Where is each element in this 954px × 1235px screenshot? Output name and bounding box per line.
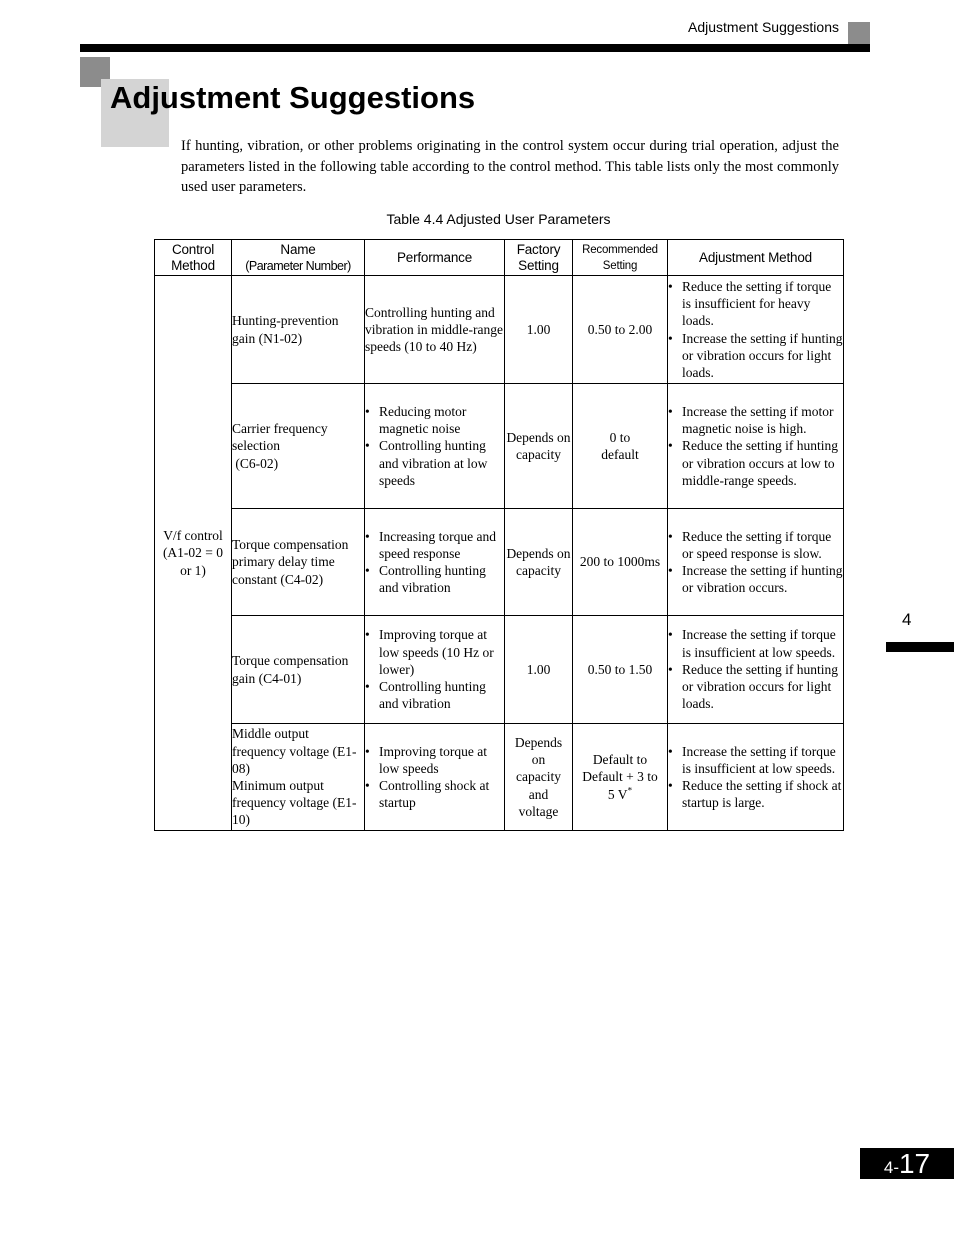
intro-paragraph: If hunting, vibration, or other problems originating in the control system occur during trial operation, adjust the parameters listed in the following table according to the control method. This table lists only the most commonly used user parameters.	[181, 138, 839, 196]
table-row	[155, 509, 844, 616]
performance-cell	[365, 724, 505, 831]
recommended-text: default	[601, 447, 639, 462]
list-item	[668, 661, 843, 713]
parameter-name: Torque compensation gain (C4-01)	[232, 616, 365, 724]
bullet: •	[365, 743, 370, 759]
adjustment-cell	[668, 509, 844, 616]
header-text: Adjustment Method	[699, 249, 812, 265]
control-method-text: or 1)	[180, 562, 206, 578]
page-num: 17	[898, 1148, 931, 1179]
list-item	[668, 528, 843, 562]
adjust-text: Increase the setting if hunting or vibration occurs.	[682, 563, 843, 596]
header-name	[232, 240, 365, 276]
list-item	[668, 403, 843, 437]
header-text: Performance	[396, 249, 473, 265]
factory-setting: 1.00	[505, 276, 573, 384]
performance-text: Reducing motor magnetic noise	[379, 403, 467, 437]
list-item	[365, 678, 504, 712]
bullet: •	[668, 403, 673, 419]
list-item	[668, 330, 843, 382]
recommended-value: 5 V	[607, 786, 628, 802]
recommended-text	[573, 786, 667, 803]
recommended-setting: 200 to 1000ms	[573, 509, 668, 616]
parameter-name	[232, 724, 365, 831]
running-header: Adjustment Suggestions	[688, 19, 839, 35]
header-text: Setting	[602, 259, 638, 272]
recommended-setting: 0.50 to 1.50	[573, 616, 668, 724]
adjust-text: Reduce the setting if torque or speed response is slow.	[682, 528, 832, 561]
adjust-text: Reduce the setting if hunting or vibration occurs for light loads.	[682, 661, 838, 712]
header-factory-setting	[505, 240, 573, 276]
bullet: •	[365, 438, 370, 454]
header-performance	[365, 240, 505, 276]
bullet: •	[668, 627, 673, 643]
recommended-setting	[573, 724, 668, 831]
recommended-setting: 0.50 to 2.00	[573, 276, 668, 384]
list-item	[365, 626, 504, 678]
factory-setting: Depends on capacity	[505, 509, 573, 616]
list-item	[365, 437, 504, 489]
table-caption: Table 4.4 Adjusted User Parameters	[386, 211, 611, 227]
adjust-text: Increase the setting if torque is insufficient at low speeds.	[682, 743, 836, 776]
performance-text: Controlling hunting and vibration	[379, 679, 486, 712]
header-text: Name	[280, 241, 316, 257]
page-title: Adjustment Suggestions	[110, 80, 476, 115]
name-text: Middle output frequency voltage (E1-08)	[232, 726, 357, 776]
parameter-name: Torque compensation primary delay time constant (C4-02)	[232, 509, 365, 616]
bullet: •	[668, 778, 673, 793]
factory-setting: Depends on capacity and voltage	[505, 724, 573, 831]
header-text: Factory	[516, 241, 561, 257]
parameter-name	[232, 384, 365, 509]
performance-cell	[365, 616, 505, 724]
bullet: •	[365, 778, 370, 793]
table-row	[155, 276, 844, 384]
list-item	[668, 626, 843, 660]
header-text: (Parameter Number)	[245, 258, 351, 273]
performance-text: Controlling hunting and vibration at low speeds	[379, 438, 488, 488]
header-text: Method	[171, 257, 215, 273]
list-item	[365, 562, 504, 596]
list-item	[668, 278, 843, 330]
performance-text: Controlling hunting and vibration	[379, 563, 486, 596]
control-method-cell	[155, 276, 232, 831]
table-row	[155, 616, 844, 724]
adjust-text: Reduce the setting if torque is insufficient for heavy loads.	[682, 278, 832, 329]
name-text: Minimum output frequency voltage (E1-10)	[232, 778, 357, 828]
parameters-table	[154, 239, 844, 831]
parameter-name: Hunting-prevention gain (N1-02)	[232, 276, 365, 384]
header-adjustment-method	[668, 240, 844, 276]
recommended-text: 0 to	[609, 429, 631, 445]
adjustment-cell	[668, 616, 844, 724]
bullet: •	[365, 528, 370, 544]
page-chapter: 4-	[883, 1158, 899, 1177]
header-text: Recommended	[582, 243, 658, 256]
bullet: •	[668, 438, 673, 454]
list-item	[668, 562, 843, 596]
adjust-text: Reduce the setting if hunting or vibration occurs at low to middle-range speeds.	[682, 438, 838, 488]
footnote-mark: *	[627, 785, 633, 796]
list-item	[668, 437, 843, 489]
header-recommended-setting	[573, 240, 668, 276]
name-text: Carrier frequency selection	[232, 421, 328, 454]
list-item	[668, 777, 843, 811]
control-method-text: (A1-02 = 0	[162, 545, 224, 561]
chapter-tab-number: 4	[902, 610, 912, 629]
performance-cell: Controlling hunting and vibration in middle-range speeds (10 to 40 Hz)	[365, 276, 505, 384]
header-control-method	[155, 240, 232, 276]
performance-text: Improving torque at low speeds	[379, 743, 487, 776]
performance-cell	[365, 509, 505, 616]
table-row	[155, 384, 844, 509]
header-marker	[848, 22, 870, 44]
header-rule	[80, 44, 870, 52]
header-text: Setting	[518, 257, 559, 273]
performance-text: Controlling shock at startup	[379, 778, 490, 811]
name-text: (C6-02)	[232, 455, 279, 471]
adjust-text: Reduce the setting if shock at startup is large.	[682, 778, 842, 811]
adjust-text: Increase the setting if torque is insufficient at low speeds.	[682, 627, 836, 660]
bullet: •	[668, 563, 673, 578]
list-item	[365, 403, 504, 437]
recommended-setting	[573, 384, 668, 509]
header-text: Control	[171, 241, 215, 257]
adjust-text: Increase the setting if motor magnetic noise is high.	[682, 403, 834, 437]
performance-text: Improving torque at low speeds (10 Hz or lower)	[379, 627, 494, 677]
list-item	[365, 777, 504, 811]
bullet: •	[668, 661, 673, 677]
adjustment-cell	[668, 724, 844, 831]
performance-cell	[365, 384, 505, 509]
adjustment-cell	[668, 276, 844, 384]
bullet: •	[365, 679, 370, 695]
list-item	[365, 528, 504, 562]
factory-setting: 1.00	[505, 616, 573, 724]
page-number	[860, 1148, 954, 1179]
table-header-row	[155, 240, 844, 276]
adjust-text: Increase the setting if hunting or vibration occurs for light loads.	[682, 330, 843, 380]
table-row	[155, 724, 844, 831]
bullet: •	[668, 278, 673, 294]
bullet: •	[668, 330, 673, 346]
list-item	[668, 743, 843, 777]
performance-text: Increasing torque and speed response	[379, 528, 496, 561]
recommended-text: Default to Default + 3 to	[582, 752, 658, 785]
chapter-tab-bar	[886, 642, 954, 652]
bullet: •	[668, 743, 673, 759]
list-item	[365, 743, 504, 777]
adjustment-cell	[668, 384, 844, 509]
bullet: •	[668, 528, 673, 544]
bullet: •	[365, 403, 370, 419]
bullet: •	[365, 563, 370, 578]
bullet: •	[365, 627, 370, 643]
factory-setting: Depends on capacity	[505, 384, 573, 509]
control-method-text: V/f control	[163, 528, 223, 544]
